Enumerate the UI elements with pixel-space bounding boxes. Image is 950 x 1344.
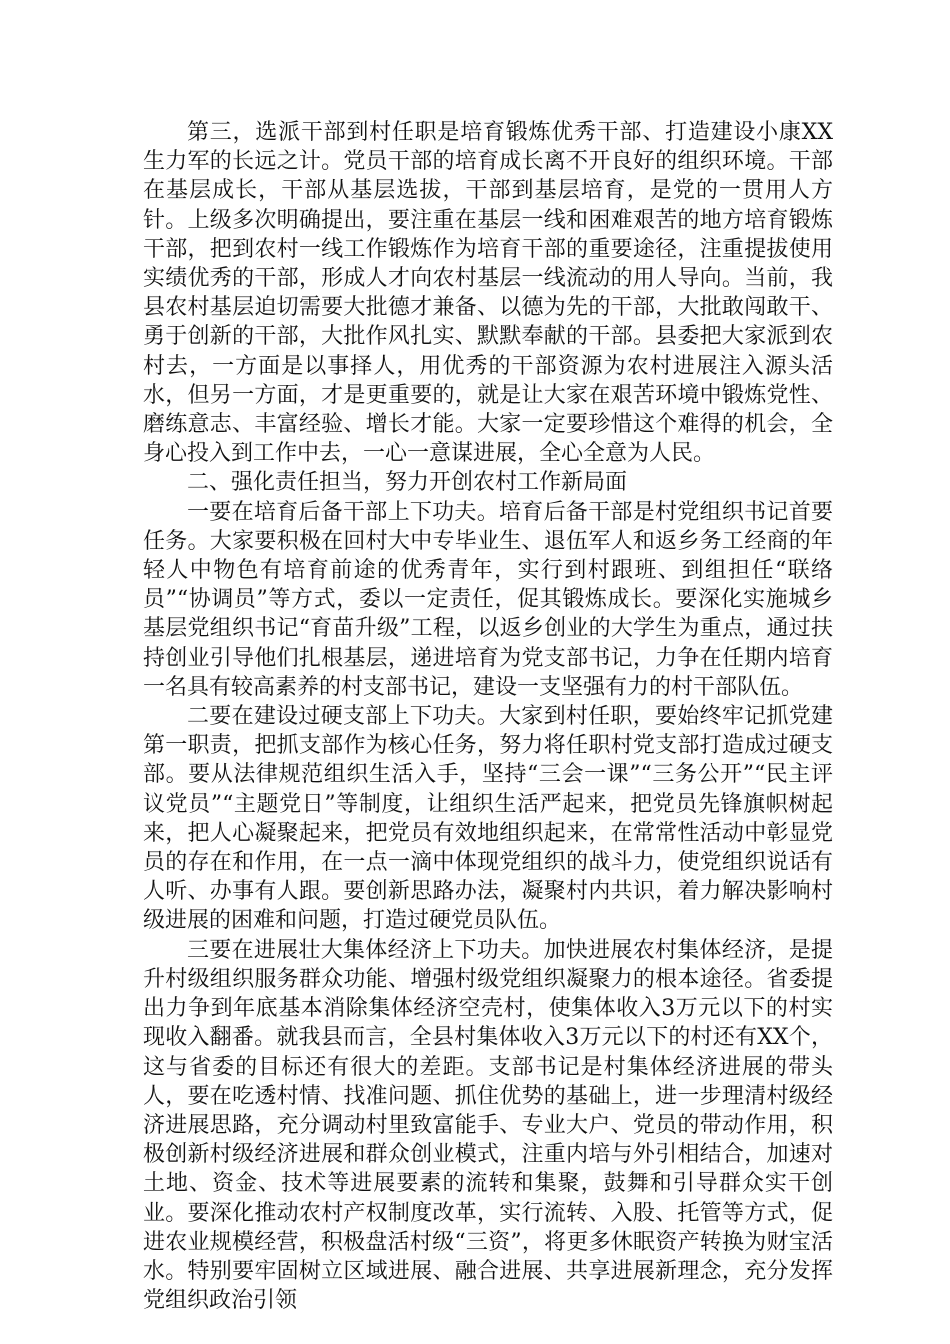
paragraph-party-branch: 二要在建设过硬支部上下功夫。大家到村任职，要始终牢记抓党建第一职责，把抓支部作为核心任务，努力将任职村党支部打造成过硬支部。要从法律规范组织生活入手，坚持“三会一课”“三务公开”“民主评议党员”“主题党日”等制度，让组织生活严起来，把党员先锋旗帜树起来，把人心凝聚起来，把党员有效地组织起来，在常常性活动中彰显党员的存在和作用，在一点一滴中体现党组织的战斗力，使党组织说话有人听、办事有人跟。要创新思路办法，凝聚村内共识，着力解决影响村级进展的困难和问题，打造过硬党员队伍。 [143,704,833,934]
paragraph-reserve-cadres: 一要在培育后备干部上下功夫。培育后备干部是村党组织书记首要任务。大家要积极在回村大中专毕业生、退伍军人和返乡务工经商的年轻人中物色有培育前途的优秀青年，实行到村跟班、到组担任“联络员”“协调员”等方式，委以一定责任，促其锻炼成长。要深化实施城乡基层党组织书记“育苗升级”工程，以返乡创业的大学生为重点，通过扶持创业引导他们扎根基层，递进培育为党支部书记，力争在任期内培育一名具有较高素养的村支部书记，建设一支坚强有力的村干部队伍。 [143,499,833,700]
paragraph-third-point: 第三，选派干部到村任职是培育锻炼优秀干部、打造建设小康XX生力军的长远之计。党员干部的培育成长离不开良好的组织环境。干部在基层成长，干部从基层选拔，干部到基层培育，是党的一贯用人方针。上级多次明确提出，要注重在基层一线和困难艰苦的地方培育锻炼干部，把到农村一线工作锻炼作为培育干部的重要途径，注重提拔使用实绩优秀的干部，形成人才向农村基层一线流动的用人导向。当前，我县农村基层迫切需要大批德才兼备、以德为先的干部，大批敢闯敢干、勇于创新的干部，大批作风扎实、默默奉献的干部。县委把大家派到农村去，一方面是以事择人，用优秀的干部资源为农村进展注入源头活水，但另一方面，才是更重要的，就是让大家在艰苦环境中锻炼党性、磨练意志、丰富经验、增长才能。大家一定要珍惜这个难得的机会，全身心投入到工作中去，一心一意谋进展，全心全意为人民。 [143,120,833,467]
paragraph-collective-economy: 三要在进展壮大集体经济上下功夫。加快进展农村集体经济，是提升村级组织服务群众功能、增强村级党组织凝聚力的根本途径。省委提出力争到年底基本消除集体经济空壳村，使集体收入3万元以下的村实现收入翻番。就我县而言，全县村集体收入3万元以下的村还有XX个，这与省委的目标还有很大的差距。支部书记是村集体经济进展的带头人，要在吃透村情、找准问题、抓住优势的基础上，进一步理清村级经济进展思路，充分调动村里致富能手、专业大户、党员的带动作用，积极创新村级经济进展和群众创业模式，注重内培与外引相结合，加速对土地、资金、技术等进展要素的流转和集聚，鼓舞和引导群众实干创业。要深化推动农村产权制度改革，实行流转、入股、托管等方式，促进农业规模经营，积极盘活村级“三资”，将更多休眠资产转换为财宝活水。特别要牢固树立区域进展、融合进展、共享进展新理念，充分发挥党组织政治引领 [143,937,833,1314]
section-heading: 二、强化责任担当，努力开创农村工作新局面 [187,470,628,496]
document-body [143,118,833,1315]
